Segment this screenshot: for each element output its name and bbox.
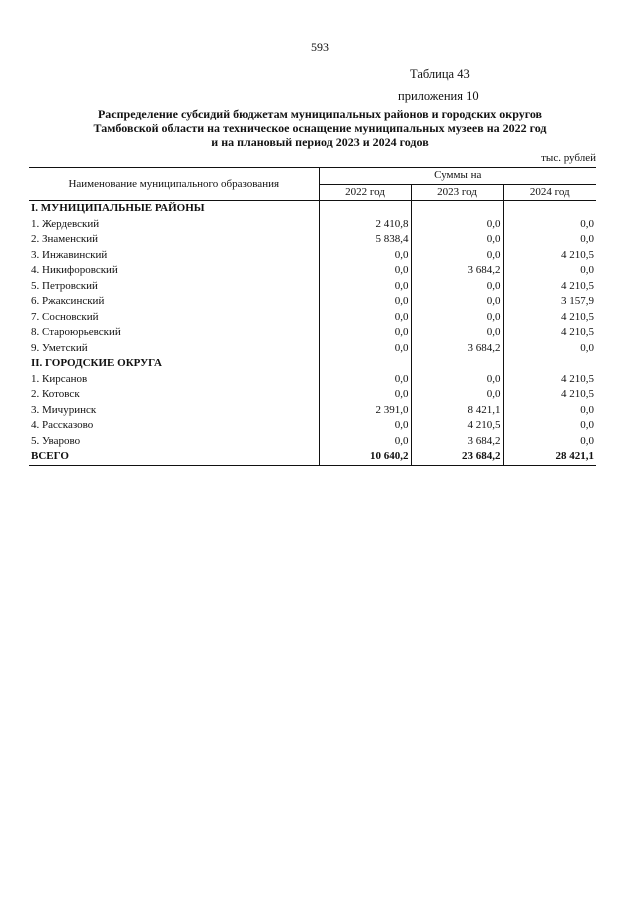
row-name: 5. Уварово bbox=[31, 434, 81, 447]
value-2022: 0,0 bbox=[319, 325, 411, 341]
table-row bbox=[29, 372, 596, 388]
value-2024: 0,0 bbox=[503, 403, 596, 419]
row-name: 1. Кирсанов bbox=[31, 372, 88, 385]
value-2024: 4 210,5 bbox=[503, 310, 596, 326]
table-row bbox=[29, 418, 596, 434]
value-2022: 0,0 bbox=[319, 310, 411, 326]
value-2022: 0,0 bbox=[319, 294, 411, 310]
value-2022 bbox=[319, 201, 411, 217]
value-2023: 0,0 bbox=[411, 325, 503, 341]
header-year-2023: 2023 год bbox=[411, 184, 503, 201]
value-2024: 4 210,5 bbox=[503, 387, 596, 403]
row-name: 1. Жердевский bbox=[31, 217, 100, 230]
header-year-2024: 2024 год bbox=[503, 184, 596, 201]
title-line: Распределение субсидий бюджетам муниципальных районов и городских округов bbox=[97, 107, 543, 121]
row-name: 5. Петровский bbox=[31, 279, 98, 292]
value-2022: 0,0 bbox=[319, 263, 411, 279]
table-row bbox=[29, 279, 596, 295]
table-row bbox=[29, 294, 596, 310]
value-2022: 0,0 bbox=[319, 387, 411, 403]
appendix-label: приложения 10 bbox=[398, 89, 479, 103]
value-2024: 4 210,5 bbox=[503, 279, 596, 295]
value-2024: 0,0 bbox=[503, 263, 596, 279]
row-name: 2. Котовск bbox=[31, 388, 80, 401]
value-2024: 4 210,5 bbox=[503, 372, 596, 388]
value-2022: 0,0 bbox=[319, 434, 411, 450]
row-name: 7. Сосновский bbox=[31, 310, 99, 323]
value-2023: 3 684,2 bbox=[411, 263, 503, 279]
value-2023: 0,0 bbox=[411, 294, 503, 310]
value-2022: 0,0 bbox=[319, 341, 411, 357]
value-2024: 0,0 bbox=[503, 217, 596, 233]
table-row bbox=[29, 325, 596, 341]
value-2022: 2 410,8 bbox=[319, 217, 411, 233]
row-name: 4. Рассказово bbox=[31, 419, 94, 432]
value-2022: 10 640,2 bbox=[319, 449, 411, 465]
total-row bbox=[29, 449, 596, 465]
value-2023: 0,0 bbox=[411, 248, 503, 264]
value-2022: 0,0 bbox=[319, 248, 411, 264]
value-2024: 0,0 bbox=[503, 232, 596, 248]
value-2024: 3 157,9 bbox=[503, 294, 596, 310]
table-row bbox=[29, 232, 596, 248]
table-row bbox=[29, 387, 596, 403]
header-sums: Суммы на bbox=[319, 168, 596, 185]
value-2023: 0,0 bbox=[411, 232, 503, 248]
table-row bbox=[29, 403, 596, 419]
header-year-2022: 2022 год bbox=[319, 184, 411, 201]
table-row bbox=[29, 217, 596, 233]
row-name: 4. Никифоровский bbox=[31, 264, 118, 277]
value-2024: 28 421,1 bbox=[503, 449, 596, 465]
row-name: 2. Знаменский bbox=[31, 233, 99, 246]
table-row bbox=[29, 341, 596, 357]
unit-label: тыс. рублей bbox=[541, 152, 596, 164]
table-label: Таблица 43 bbox=[410, 67, 470, 81]
value-2022: 5 838,4 bbox=[319, 232, 411, 248]
value-2023: 0,0 bbox=[411, 279, 503, 295]
document-title bbox=[40, 107, 600, 149]
value-2022: 2 391,0 bbox=[319, 403, 411, 419]
row-name: 3. Инжавинский bbox=[31, 248, 108, 261]
value-2024 bbox=[503, 201, 596, 217]
row-name: I. МУНИЦИПАЛЬНЫЕ РАЙОНЫ bbox=[31, 202, 205, 215]
value-2023: 23 684,2 bbox=[411, 449, 503, 465]
value-2023: 3 684,2 bbox=[411, 434, 503, 450]
table-row bbox=[29, 310, 596, 326]
section-row bbox=[29, 356, 596, 372]
value-2023 bbox=[411, 356, 503, 372]
subsidy-table bbox=[29, 167, 596, 466]
value-2023: 3 684,2 bbox=[411, 341, 503, 357]
row-name: II. ГОРОДСКИЕ ОКРУГА bbox=[31, 357, 162, 370]
value-2024: 0,0 bbox=[503, 418, 596, 434]
value-2023: 0,0 bbox=[411, 217, 503, 233]
value-2022: 0,0 bbox=[319, 279, 411, 295]
row-name: 6. Ржаксинский bbox=[31, 295, 105, 308]
value-2022 bbox=[319, 356, 411, 372]
value-2023 bbox=[411, 201, 503, 217]
title-line: и на плановый период 2023 и 2024 годов bbox=[211, 135, 429, 149]
row-name: 8. Староюрьевский bbox=[31, 326, 121, 339]
value-2022: 0,0 bbox=[319, 418, 411, 434]
page-number: 593 bbox=[311, 40, 329, 54]
section-row bbox=[29, 201, 596, 217]
table-row bbox=[29, 263, 596, 279]
value-2023: 0,0 bbox=[411, 310, 503, 326]
value-2024: 0,0 bbox=[503, 341, 596, 357]
value-2024: 4 210,5 bbox=[503, 325, 596, 341]
table-row bbox=[29, 434, 596, 450]
title-line: Тамбовской области на техническое оснащение муниципальных музеев на 2022 год bbox=[93, 121, 547, 135]
value-2024: 4 210,5 bbox=[503, 248, 596, 264]
value-2023: 0,0 bbox=[411, 387, 503, 403]
table-row bbox=[29, 248, 596, 264]
table-body bbox=[29, 201, 596, 466]
row-name: 3. Мичуринск bbox=[31, 403, 97, 416]
row-name: ВСЕГО bbox=[29, 449, 319, 465]
value-2023: 8 421,1 bbox=[411, 403, 503, 419]
value-2024 bbox=[503, 356, 596, 372]
value-2023: 4 210,5 bbox=[411, 418, 503, 434]
value-2024: 0,0 bbox=[503, 434, 596, 450]
value-2022: 0,0 bbox=[319, 372, 411, 388]
row-name: 9. Уметский bbox=[31, 341, 88, 354]
header-name: Наименование муниципального образования bbox=[29, 168, 319, 201]
value-2023: 0,0 bbox=[411, 372, 503, 388]
